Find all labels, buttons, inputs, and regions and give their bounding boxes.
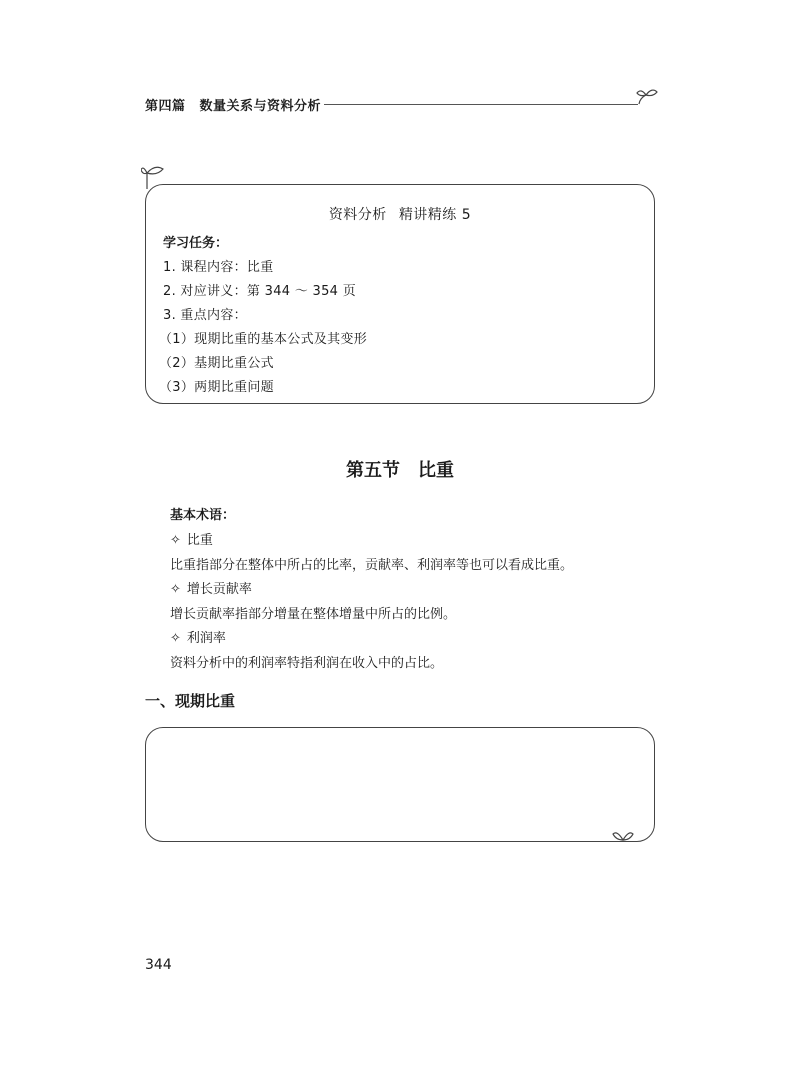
term-name: 比重 [186, 533, 213, 548]
term-heading [170, 529, 213, 548]
task-line: 1. 课程内容：比重 [163, 260, 274, 275]
section-name: 比重 [418, 460, 454, 481]
terms-label: 基本术语： [170, 508, 236, 523]
header-rule [324, 104, 638, 105]
diamond-icon: ✧ [170, 631, 181, 646]
term-definition: 增长贡献率指部分增量在整体增量中所占的比例。 [170, 607, 457, 622]
notes-box [145, 727, 655, 842]
subsection-heading: 一、现期比重 [145, 692, 236, 710]
term-heading [170, 627, 226, 646]
diamond-icon: ✧ [170, 533, 181, 548]
sprout-icon [636, 84, 658, 106]
term-name: 利润率 [186, 631, 226, 646]
task-box-title-b: 精讲精练 5 [398, 207, 472, 223]
header-part: 第四篇 [145, 99, 186, 114]
term-definition: 资料分析中的利润率特指利润在收入中的占比。 [170, 656, 444, 671]
task-line: （1）现期比重的基本公式及其变形 [159, 332, 368, 347]
task-line: 3. 重点内容： [163, 308, 247, 323]
term-definition: 比重指部分在整体中所占的比率，贡献率、利润率等也可以看成比重。 [170, 558, 574, 573]
task-box-title [145, 204, 655, 224]
sprout-icon [612, 826, 634, 842]
page-number: 344 [145, 957, 172, 973]
task-line: （2）基期比重公式 [159, 356, 274, 371]
section-title [0, 456, 800, 482]
running-header [145, 95, 321, 114]
task-box-title-a: 资料分析 [328, 207, 387, 223]
term-name: 增长贡献率 [186, 582, 252, 597]
section-number: 第五节 [346, 460, 400, 481]
task-label: 学习任务： [163, 236, 229, 251]
term-heading [170, 578, 252, 597]
task-line: （3）两期比重问题 [159, 380, 274, 395]
diamond-icon: ✧ [170, 582, 181, 597]
header-title: 数量关系与资料分析 [199, 99, 322, 114]
task-line: 2. 对应讲义：第 344 ～ 354 页 [163, 284, 356, 299]
